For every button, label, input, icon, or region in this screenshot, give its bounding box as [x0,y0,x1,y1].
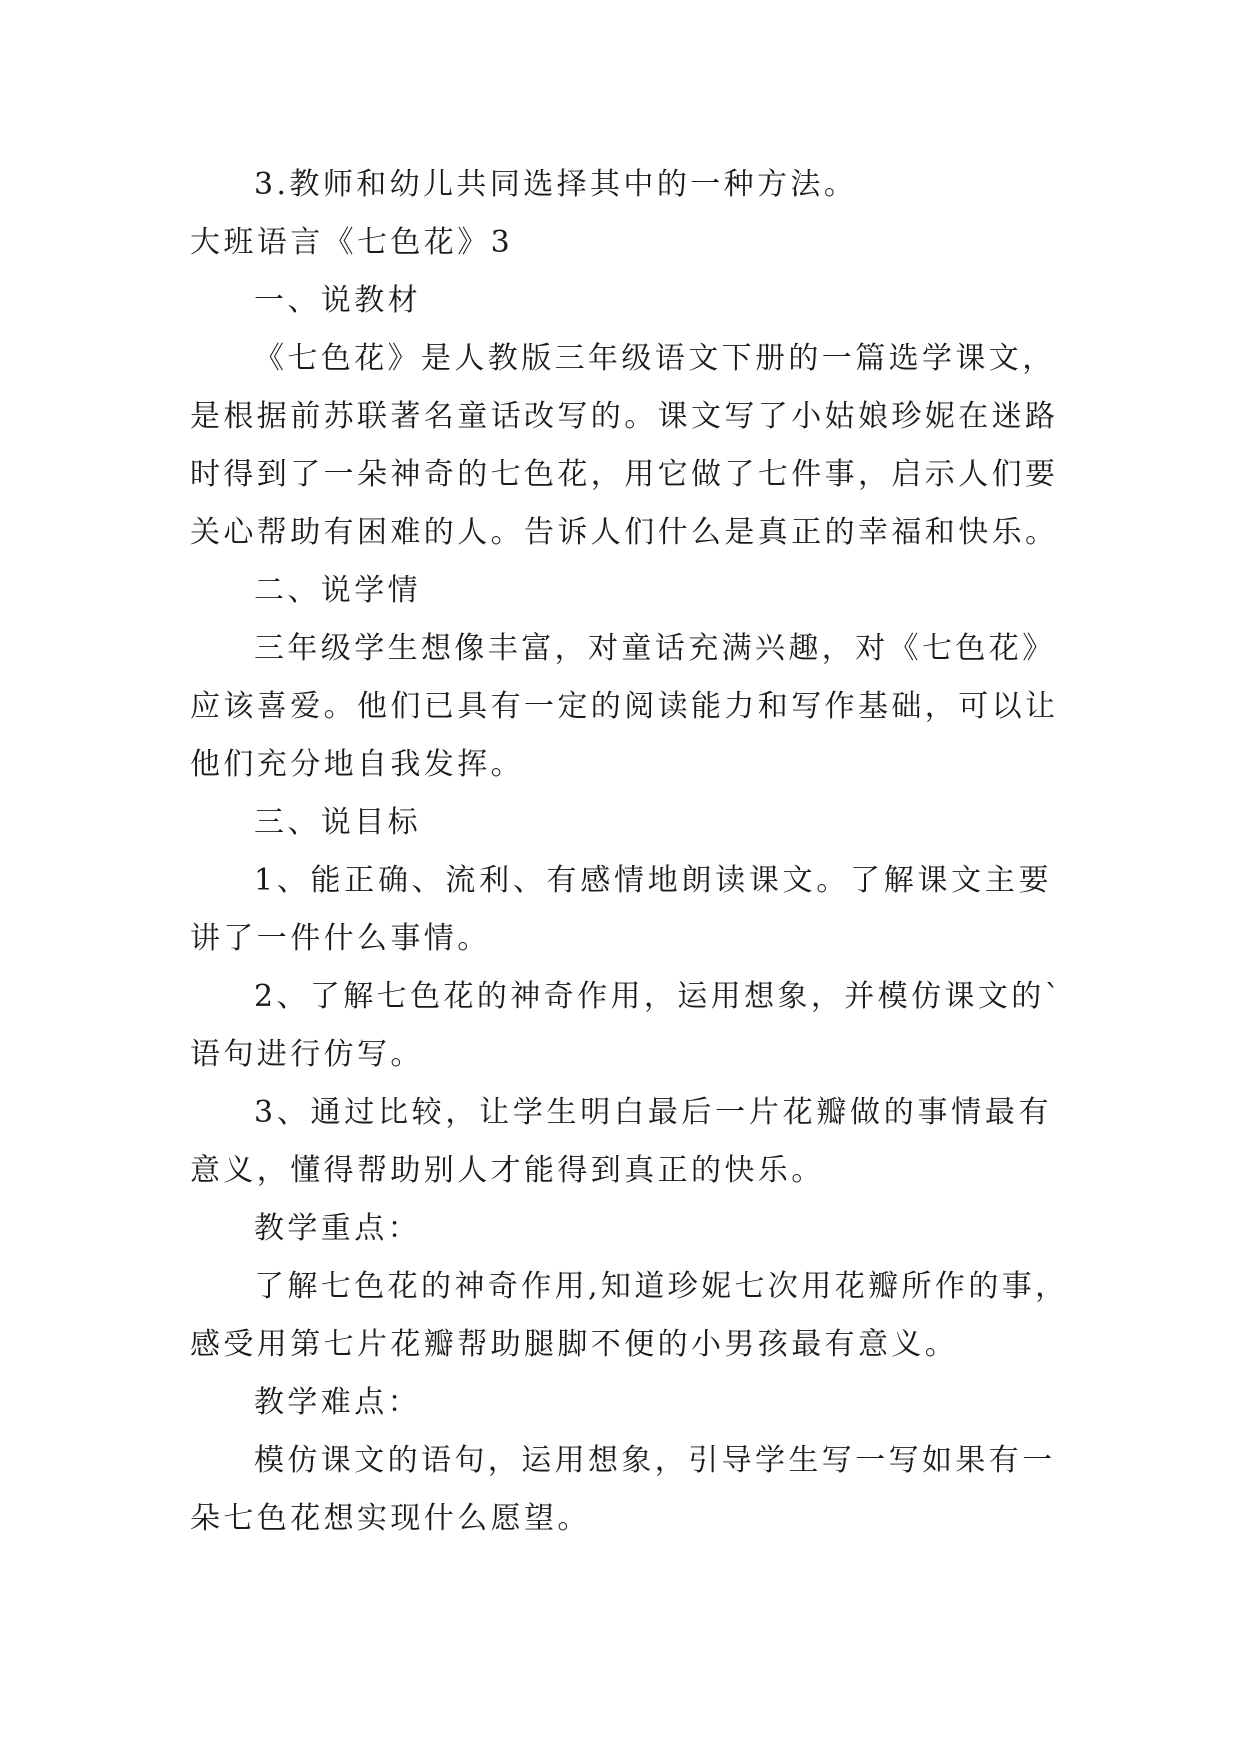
paragraph-line: 他们充分地自我发挥。 [190,747,524,782]
paragraph-line: 朵七色花想实现什么愿望。 [190,1501,591,1536]
paragraph-line: 时得到了一朵神奇的七色花，用它做了七件事，启示人们要 [190,457,1059,492]
subsection-heading: 二、说学情 [254,573,421,608]
paragraph-line: 了解七色花的神奇作用,知道珍妮七次用花瓣所作的事， [254,1269,1069,1304]
subsection-heading: 三、说目标 [254,805,421,840]
paragraph-line: 2、了解七色花的神奇作用，运用想象，并模仿课文的` [254,979,1064,1014]
paragraph-line: 语句进行仿写。 [190,1037,424,1072]
paragraph-line: 《七色花》是人教版三年级语文下册的一篇选学课文， [254,341,1056,376]
paragraph-line: 模仿课文的语句，运用想象，引导学生写一写如果有一 [254,1443,1056,1478]
subsection-heading: 一、说教材 [254,283,421,318]
paragraph-line: 感受用第七片花瓣帮助腿脚不便的小男孩最有意义。 [190,1327,959,1362]
subsection-heading: 教学重点： [254,1211,421,1246]
paragraph-line: 关心帮助有困难的人。告诉人们什么是真正的幸福和快乐。 [190,515,1059,550]
subsection-heading: 教学难点： [254,1385,421,1420]
paragraph-line: 意义，懂得帮助别人才能得到真正的快乐。 [190,1153,825,1188]
paragraph-line: 应该喜爱。他们已具有一定的阅读能力和写作基础，可以让 [190,689,1059,724]
paragraph-line: 讲了一件什么事情。 [190,921,491,956]
paragraph-line: 3、通过比较，让学生明白最后一片花瓣做的事情最有 [254,1095,1052,1130]
document-body [190,156,1069,1548]
paragraph-line: 3.教师和幼儿共同选择其中的一种方法。 [254,167,858,202]
paragraph-line: 三年级学生想像丰富，对童话充满兴趣，对《七色花》 [254,631,1056,666]
paragraph-line: 1、能正确、流利、有感情地朗读课文。了解课文主要 [254,863,1052,898]
paragraph-line: 是根据前苏联著名童话改写的。课文写了小姑娘珍妮在迷路 [190,399,1059,434]
section-title: 大班语言《七色花》3 [190,225,514,260]
